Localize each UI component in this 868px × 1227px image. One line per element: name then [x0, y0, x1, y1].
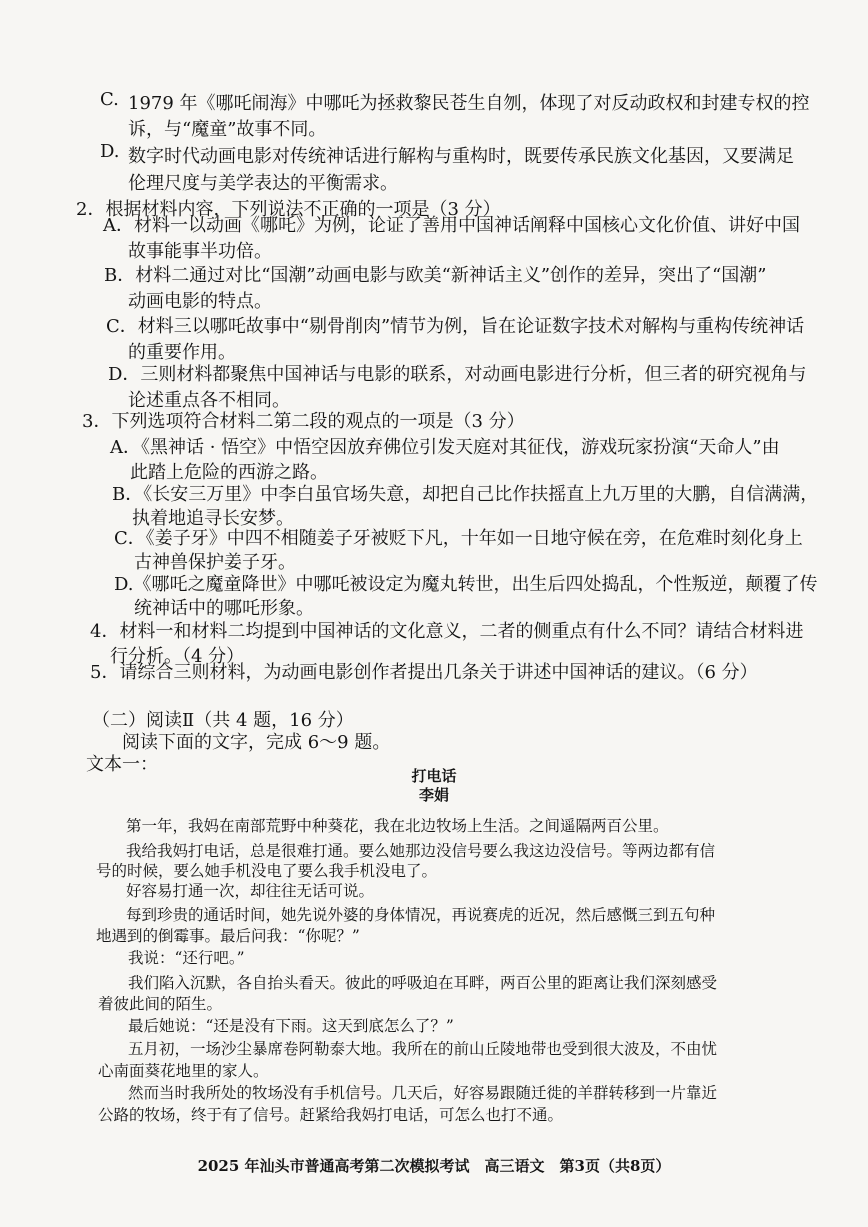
article-author: 李娟: [418, 786, 449, 804]
text-one-label: 文本一：: [86, 754, 158, 775]
article-line: 我们陷入沉默，各自抬头看天。彼此的呼吸迫在耳畔，两百公里的距离让我们深刻感受: [128, 974, 718, 992]
q1-option-c-label: C.: [100, 89, 119, 110]
q2-option-b-line2: 动画电影的特点。: [128, 291, 272, 312]
q1-option-d-line2: 伦理尺度与美学表达的平衡需求。: [128, 173, 398, 194]
q2-stem: 2．根据材料内容，下列说法不正确的一项是（3 分）: [76, 199, 501, 220]
q1-option-c-line1: 1979 年《哪吒闹海》中哪吒为拯救黎民苍生自刎，体现了对反动政权和封建专权的控: [128, 93, 810, 114]
q3-option-b-line1: B．《长安三万里》中李白虽官场失意，却把自己比作扶摇直上九万里的大鹏，自信满满，: [112, 484, 819, 505]
article-line: 最后她说：“还是没有下雨。这天到底怎么了？”: [128, 1017, 454, 1035]
q4-line1: 4．材料一和材料二均提到中国神话的文化意义，二者的侧重点有什么不同？请结合材料进: [90, 621, 804, 642]
q5-line1: 5．请综合三则材料，为动画电影创作者提出几条关于讲述中国神话的建议。（6 分）: [90, 662, 758, 683]
q1-option-c-line2: 诉，与“魔童”故事不同。: [128, 119, 327, 140]
article-line: 地遇到的倒霉事。最后问我：“你呢？”: [96, 927, 360, 945]
q3-stem: 3．下列选项符合材料二第二段的观点的一项是（3 分）: [82, 411, 525, 432]
q2-option-a-line1: A．材料一以动画《哪吒》为例，论证了善用中国神话阐释中国核心文化价值、讲好中国: [103, 215, 800, 236]
q3-option-d-line2: 统神话中的哪吒形象。: [134, 598, 314, 619]
page-footer: 2025 年汕头市普通高考第二次模拟考试 高三语文 第3页（共8页）: [197, 1157, 671, 1175]
article-line: 好容易打通一次，却往往无话可说。: [126, 882, 375, 900]
q3-option-b-line2: 执着地追寻长安梦。: [132, 508, 294, 529]
article-line: 我说：“还行吧。”: [128, 949, 245, 967]
article-line: 然而当时我所处的牧场没有手机信号。几天后，好容易跟随迁徙的羊群转移到一片靠近: [128, 1084, 718, 1102]
article-line: 每到珍贵的通话时间，她先说外婆的身体情况，再说赛虎的近况，然后感慨三到五句种: [126, 906, 716, 924]
q2-option-a-line2: 故事能事半功倍。: [128, 241, 272, 262]
q2-option-d-line2: 论述重点各不相同。: [128, 390, 290, 411]
q2-option-c-line1: C．材料三以哪吒故事中“剔骨削肉”情节为例，旨在论证数字技术对解构与重构传统神话: [106, 316, 805, 337]
article-line: 第一年，我妈在南部荒野中种葵花，我在北边牧场上生活。之间遥隔两百公里。: [126, 817, 669, 835]
q3-option-a-line2: 此踏上危险的西游之路。: [130, 462, 328, 483]
article-line: 公路的牧场，终于有了信号。赶紧给我妈打电话，可怎么也打不通。: [98, 1106, 564, 1124]
q3-option-a-line1: A．《黑神话 · 悟空》中悟空因放弃佛位引发天庭对其征伐，游戏玩家扮演“天命人”由: [110, 437, 780, 458]
q2-option-c-line2: 的重要作用。: [128, 342, 236, 363]
article-line: 着彼此间的陌生。: [98, 995, 223, 1013]
q3-option-c-line1: C．《姜子牙》中四不相随姜子牙被贬下凡，十年如一日地守候在旁，在危难时刻化身上: [114, 528, 803, 549]
q1-option-d-line1: 数字时代动画电影对传统神话进行解构与重构时，既要传承民族文化基因，又要满足: [128, 146, 794, 167]
article-line: 号的时候，要么她手机没电了要么我手机没电了。: [96, 862, 438, 880]
article-line: 五月初，一场沙尘暴席卷阿勒泰大地。我所在的前山丘陵地带也受到很大波及，不由忧: [128, 1040, 718, 1058]
article-title: 打电话: [411, 767, 457, 785]
article-line: 我给我妈打电话，总是很难打通。要么她那边没信号要么我这边没信号。等两边都有信: [126, 842, 716, 860]
section-instruction: 阅读下面的文字，完成 6～9 题。: [122, 732, 391, 753]
article-line: 心南面葵花地里的家人。: [98, 1062, 269, 1080]
q1-option-d-label: D.: [100, 141, 120, 162]
q2-option-d-line1: D．三则材料都聚焦中国神话与电影的联系，对动画电影进行分析，但三者的研究视角与: [108, 364, 807, 385]
q3-option-c-line2: 古神兽保护姜子牙。: [134, 552, 296, 573]
q2-option-b-line1: B．材料二通过对比“国潮”动画电影与欧美“新神话主义”创作的差异，突出了“国潮”: [104, 265, 767, 286]
section-heading: （二）阅读Ⅱ（共 4 题，16 分）: [92, 710, 354, 731]
q3-option-d-line1: D.《哪吒之魔童降世》中哪吒被设定为魔丸转世，出生后四处捣乱，个性叛逆，颠覆了传: [114, 574, 818, 595]
q4-line2: 行分析。（4 分）: [110, 646, 245, 667]
